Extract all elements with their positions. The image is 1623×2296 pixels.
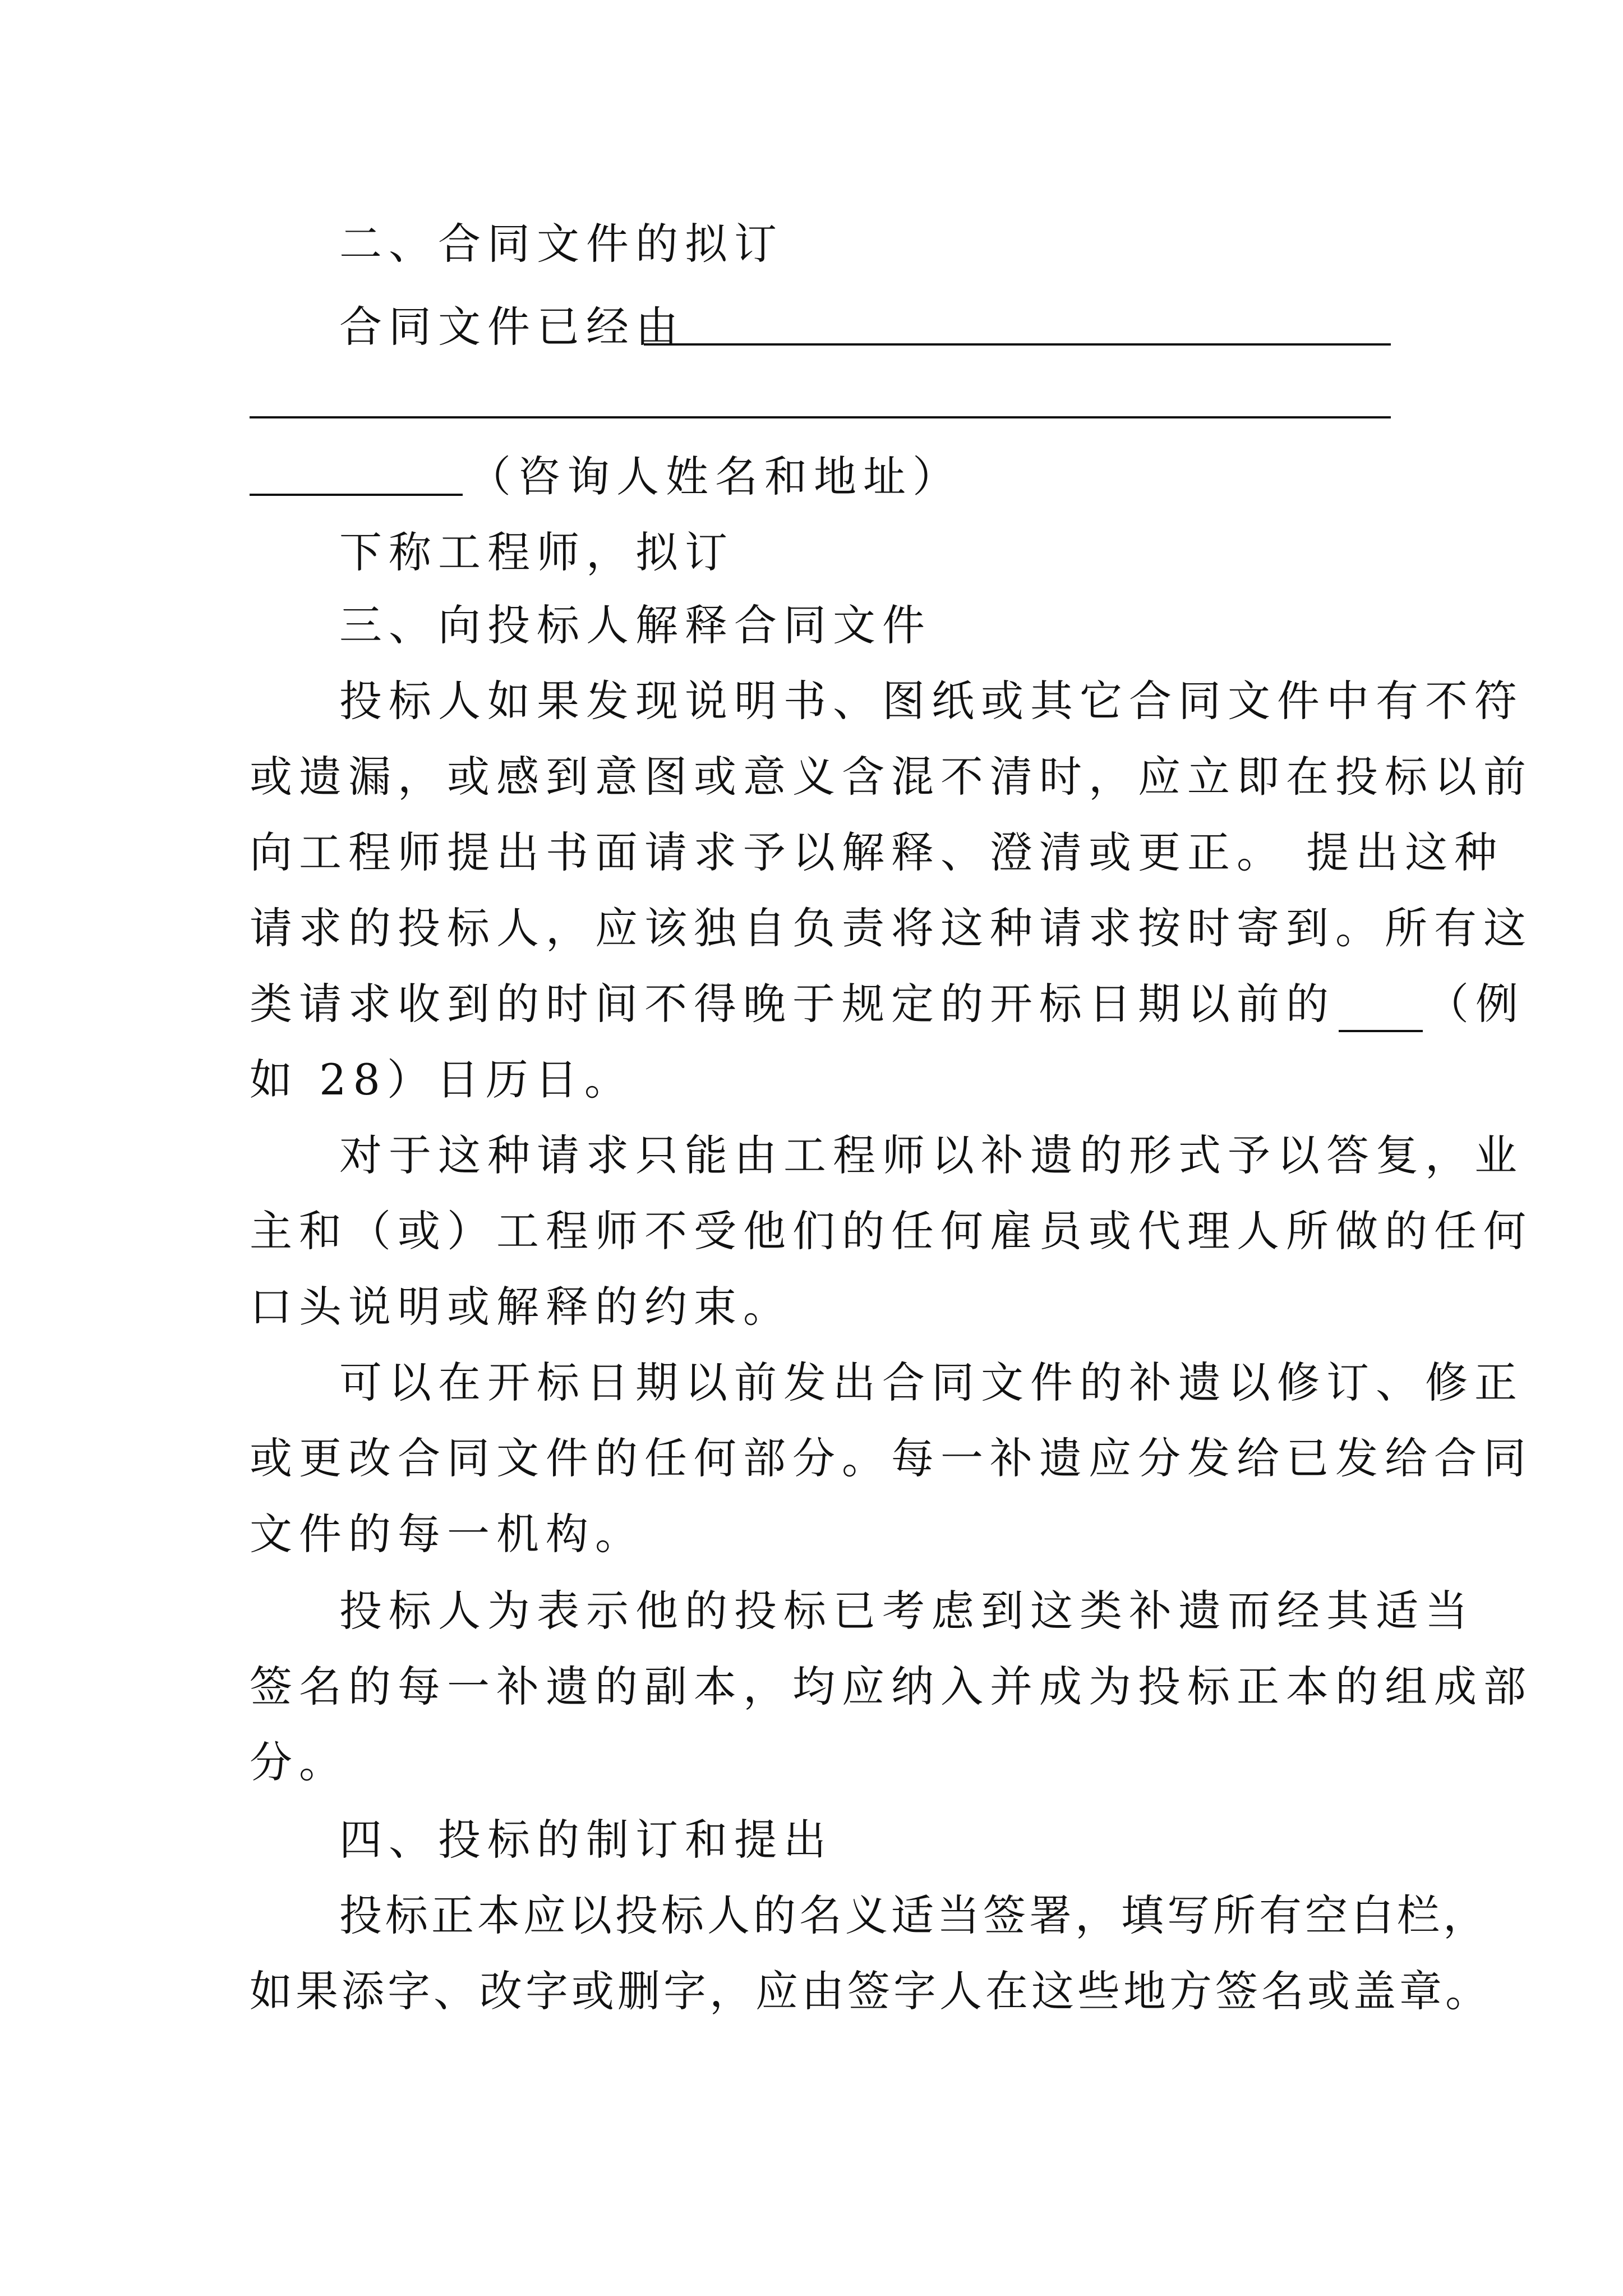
paragraph-text: （例: [1426, 979, 1525, 1029]
drafted-by-label: 合同文件已经由: [339, 302, 685, 352]
paragraph-line: 投标人如果发现说明书、图纸或其它合同文件中有不符: [339, 676, 1524, 726]
paragraph-line: 签名的每一补遗的副本，均应纳入并成为投标正本的组成部: [250, 1662, 1533, 1711]
paragraph-text: 类请求收到的时间不得晚于规定的开标日期以前的: [250, 979, 1335, 1029]
section-heading-3: 三、向投标人解释合同文件: [339, 600, 932, 650]
paragraph-line: 请求的投标人，应该独自负责将这种请求按时寄到。所有这: [250, 903, 1533, 953]
consultant-name-address-hint: （咨询人姓名和地址）: [468, 452, 962, 501]
paragraph-line: 或更改合同文件的任何部分。每一补遗应分发给已发给合同: [250, 1433, 1533, 1483]
days-blank: [1339, 991, 1423, 1032]
engineer-definition: 下称工程师，拟订: [339, 527, 734, 577]
paragraph-line: 对于这种请求只能由工程师以补遗的形式予以答复，业: [339, 1130, 1524, 1180]
paragraph-line: 口头说明或解释的约束。: [250, 1282, 792, 1332]
paragraph-line: 或遗漏，或感到意图或意义含混不清时，应立即在投标以前: [250, 752, 1533, 802]
fill-in-line-3: [250, 494, 463, 496]
paragraph-line: 分。: [250, 1737, 348, 1787]
paragraph-line: 主和（或）工程师不受他们的任何雇员或代理人所做的任何: [250, 1206, 1533, 1256]
section-heading-2: 二、合同文件的拟订: [339, 219, 783, 269]
paragraph-line: 可以在开标日期以前发出合同文件的补遗以修订、修正: [339, 1358, 1524, 1407]
fill-in-line-1: [644, 343, 1391, 346]
paragraph-line: 如果添字、改字或删字，应由签字人在这些地方签名或盖章。: [250, 1966, 1491, 2016]
paragraph-line: 向工程师提出书面请求予以解释、澄清或更正。 提出这种: [250, 827, 1504, 877]
section-heading-4: 四、投标的制订和提出: [339, 1815, 833, 1865]
paragraph-line: 文件的每一机构。: [250, 1509, 644, 1559]
paragraph-line: 如 28）日历日。: [250, 1055, 634, 1105]
paragraph-line-with-blank: [250, 976, 1525, 1032]
fill-in-line-2: [250, 416, 1391, 418]
paragraph-line: 投标人为表示他的投标已考虑到这类补遗而经其适当: [339, 1586, 1474, 1636]
paragraph-line: 投标正本应以投标人的名义适当签署，填写所有空白栏，: [339, 1890, 1489, 1940]
